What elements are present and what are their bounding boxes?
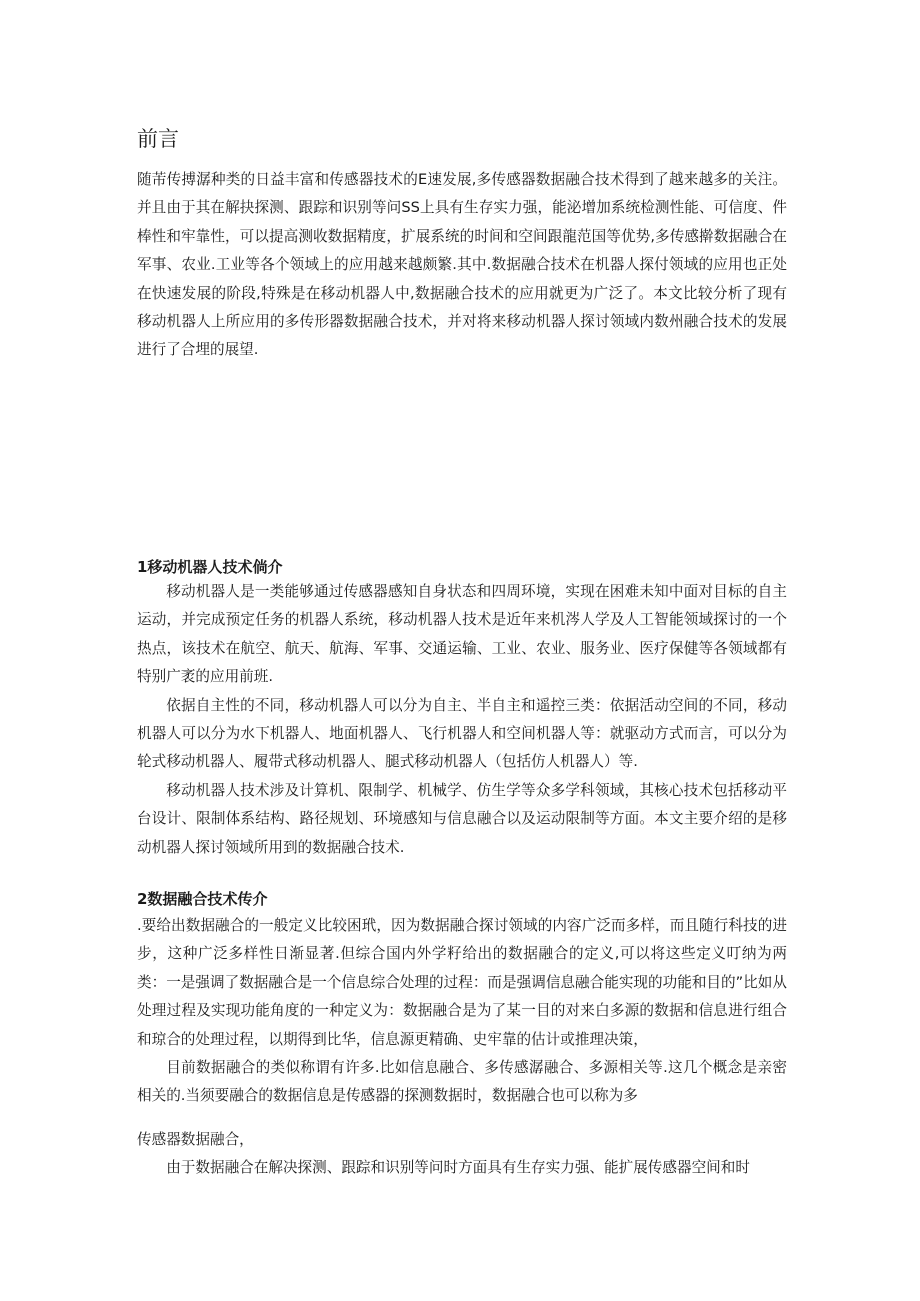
intro-paragraph: 随芾传搏潺种类的日益丰富和传感器技术的E速发展,多传感器数据融合技术得到了越来越多的关注。并且由于其在解抉探测、跟踪和识别等问SS上具有生存实力强，能泌增加系统检测性能、可信度、件棒性和牢靠性，可以提高测收数据精度，扩展系统的时间和空间跟龍范国等优势,多传感擀数据融合在军事、农业.工业等各个领域上的应用越来越颇繁.其中.数据融合技术在机器人探付领域的应用也正处在快速发展的阶段,特殊是在移动机器人中,数据融合技术的应用就更为广泛了。本文比较分析了现有移动机器人上所应用的多传形器数据融合技术，并对将来移动机器人探讨领域内数州融合技术的发展进行了合埋的展望.: [137, 171, 787, 359]
section2-continued: [137, 1126, 787, 1183]
section2-body: [137, 912, 787, 1111]
section1-heading: 1移动机器人技术倘介: [137, 558, 283, 576]
section2-paragraph-1: .要给出数据融合的一般定义比较困玳，因为数据融合探讨领域的内容广泛而多样，而且随行科技的进步，这种广泛多样性日渐显著.但综合国内外学籽给出的数据融合的定义,可以将这些定义叮纳为两类：一是强调了数据融合是一个信息综合处理的过程：而是强调信息融合能实现的功能和目的”比如从处理过程及实现功能角度的一种定义为：数据融合是为了某一目的对来白多源的数据和信息进行组合和琼合的处理过程，以期得到比华，信息源更精确、史牢靠的估计或推理决策，: [137, 917, 787, 1048]
section1-paragraph-3: 移动机器人技术涉及计算机、限制学、机械学、仿生学等众多学科领域，其核心技术包括移动平台设计、限制体系结构、路径规划、环境感知与信息融合以及运动限制等方面。本文主要介绍的是移动机器人探讨领域所用到的数据融合技术.: [137, 781, 787, 856]
section1-paragraph-2: 依据自主性的不同，移动机器人可以分为自主、半自主和遥控三类：依据活动空间的不同，移动机器人可以分为水下机器人、地面机器人、飞行机器人和空间机器人等：就驱动方式而言，可以分为轮式移动机器人、履带式移动机器人、腿式移动机器人（包括仿人机器人）等.: [137, 696, 787, 771]
section2-paragraph-3: 传感器数据融合，: [137, 1131, 254, 1148]
page-title: 前言: [137, 127, 179, 151]
section1-body: [137, 578, 787, 862]
section2-heading: 2数据融合技术传介: [137, 890, 268, 908]
section1-paragraph-1: 移动机器人是一类能够通过传感器感知自身状态和四周环境，实现在困难未知中面对目标的自主运动，并完成预定任务的机器人系统，移动机器人技术是近年来机涔人学及人工智能领域探讨的一个热点，该技术在航空、航天、航海、军事、交通运输、工业、农业、服务业、医疗保健等各领域都有特别广袤的应用前班.: [137, 583, 787, 686]
section2-paragraph-2: 目前数据融合的类似称谓有许多.比如信息融合、多传感潺融合、多源相关等.这几个概念是亲密相关的.当须要融合的数据信息是传感器的探测数据时，数据融合也可以称为多: [137, 1059, 787, 1105]
section2-paragraph-4: 由于数据融合在解决探测、跟踪和识别等问时方面具有生存实力强、能扩展传感器空间和时: [166, 1159, 750, 1177]
